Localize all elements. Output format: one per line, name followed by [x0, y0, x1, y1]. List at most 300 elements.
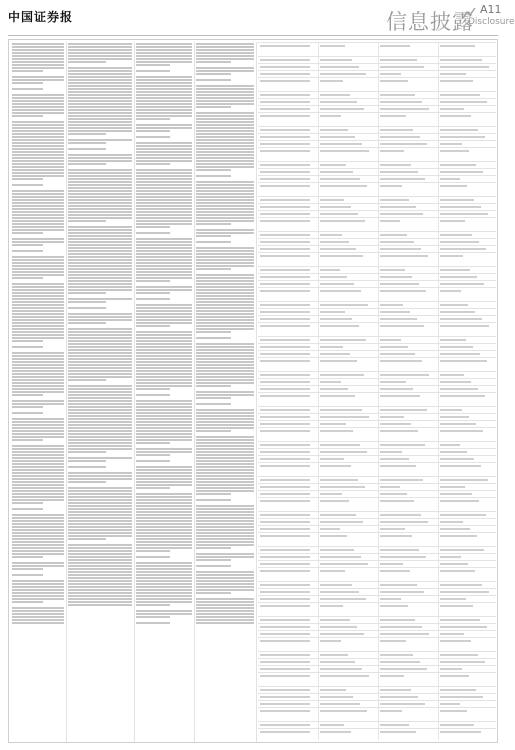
text-line — [136, 448, 192, 450]
table-cell — [380, 591, 424, 593]
text-line — [196, 358, 254, 360]
text-line — [68, 571, 132, 573]
text-line — [12, 283, 64, 285]
text-line — [196, 430, 231, 432]
text-line — [136, 601, 192, 603]
text-line — [68, 391, 132, 393]
table-cell — [440, 549, 484, 551]
text-line — [196, 544, 254, 546]
text-line — [68, 256, 132, 258]
table-cell — [380, 80, 408, 82]
disclosure-tables — [258, 42, 496, 740]
text-line — [12, 97, 64, 99]
text-line — [196, 415, 254, 417]
text-line — [196, 385, 231, 387]
column-divider — [66, 42, 67, 742]
table-cell — [380, 73, 401, 75]
table-cell — [320, 59, 352, 61]
table-cell — [440, 304, 468, 306]
table-cell — [380, 465, 416, 467]
table-cell — [380, 381, 406, 383]
text-line — [12, 133, 64, 135]
text-line — [136, 460, 170, 462]
text-line — [136, 415, 192, 417]
table-cell — [440, 409, 462, 411]
text-line — [196, 424, 254, 426]
text-line — [12, 292, 64, 294]
text-line — [12, 265, 64, 267]
text-line — [136, 361, 192, 363]
text-line — [196, 214, 254, 216]
text-line — [12, 193, 64, 195]
header-rule — [8, 35, 498, 36]
table-cell — [380, 269, 405, 271]
table-cell — [380, 164, 411, 166]
table-cell — [320, 199, 344, 201]
text-line — [68, 397, 132, 399]
table-cell — [440, 598, 466, 600]
text-line — [196, 487, 254, 489]
text-line — [196, 100, 254, 102]
text-line — [12, 112, 64, 114]
text-line — [196, 478, 254, 480]
table-cell — [380, 731, 416, 733]
table-cell — [440, 108, 464, 110]
text-line — [68, 184, 132, 186]
table-cell — [380, 255, 428, 257]
text-line — [196, 262, 254, 264]
table-cell — [440, 430, 483, 432]
table-cell — [440, 59, 482, 61]
table-cell — [440, 283, 484, 285]
text-line — [196, 175, 231, 177]
text-line — [136, 484, 192, 486]
text-line — [12, 403, 64, 405]
text-line — [196, 565, 231, 567]
text-line — [68, 349, 132, 351]
table-cell — [260, 360, 310, 362]
text-line — [12, 538, 64, 540]
text-line — [136, 478, 192, 480]
text-line — [68, 178, 132, 180]
text-line — [12, 331, 64, 333]
table-cell — [260, 290, 310, 292]
text-line — [196, 220, 254, 222]
text-line — [196, 307, 254, 309]
text-column-4 — [196, 42, 254, 742]
text-line — [68, 538, 106, 540]
text-line — [68, 160, 132, 162]
text-line — [12, 361, 64, 363]
table-cell — [380, 675, 404, 677]
text-line — [68, 433, 132, 435]
text-line — [196, 412, 254, 414]
table-cell — [320, 290, 361, 292]
text-line — [196, 589, 254, 591]
table-cell — [260, 94, 310, 96]
table-row — [258, 322, 496, 337]
table-cell — [380, 388, 413, 390]
text-line — [136, 277, 192, 279]
text-line — [136, 70, 170, 72]
text-line — [136, 313, 192, 315]
table-cell — [380, 668, 427, 670]
text-line — [136, 475, 192, 477]
table-cell — [440, 563, 468, 565]
text-line — [196, 217, 254, 219]
text-line — [12, 244, 43, 246]
text-line — [136, 157, 192, 159]
text-line — [68, 421, 132, 423]
text-line — [136, 331, 192, 333]
table-cell — [380, 290, 426, 292]
text-line — [12, 79, 64, 81]
text-line — [136, 238, 192, 240]
table-cell — [260, 311, 310, 313]
table-cell — [260, 129, 310, 131]
text-line — [68, 415, 132, 417]
table-cell — [320, 115, 341, 117]
text-line — [196, 484, 254, 486]
text-line — [136, 241, 192, 243]
text-line — [12, 178, 43, 180]
text-line — [196, 259, 254, 261]
text-line — [196, 247, 254, 249]
text-line — [136, 604, 170, 606]
text-line — [196, 205, 254, 207]
text-line — [136, 148, 192, 150]
text-line — [196, 514, 254, 516]
text-line — [136, 154, 192, 156]
text-line — [136, 508, 192, 510]
table-cell — [440, 528, 470, 530]
text-line — [12, 139, 64, 141]
text-line — [12, 451, 64, 453]
table-cell — [380, 696, 418, 698]
table-row — [258, 112, 496, 127]
table-cell — [320, 591, 359, 593]
text-line — [196, 97, 254, 99]
table-cell — [320, 710, 367, 712]
table-cell — [320, 493, 342, 495]
text-line — [136, 217, 192, 219]
table-row — [258, 392, 496, 407]
text-line — [68, 127, 132, 129]
text-line — [196, 208, 254, 210]
text-line — [12, 55, 64, 57]
table-cell — [260, 248, 310, 250]
table-cell — [320, 451, 367, 453]
text-line — [68, 139, 132, 141]
text-line — [136, 244, 192, 246]
text-line — [68, 487, 132, 489]
text-line — [68, 544, 132, 546]
text-line — [196, 106, 231, 108]
table-cell — [440, 654, 478, 656]
text-line — [68, 535, 132, 537]
text-line — [136, 124, 192, 126]
table-cell — [320, 703, 360, 705]
text-line — [136, 97, 192, 99]
text-line — [196, 319, 254, 321]
text-line — [68, 73, 132, 75]
text-line — [12, 256, 64, 258]
table-cell — [320, 318, 352, 320]
text-line — [68, 490, 132, 492]
table-cell — [380, 45, 410, 47]
text-line — [196, 274, 254, 276]
table-cell — [320, 535, 347, 537]
text-line — [68, 283, 132, 285]
table-cell — [380, 710, 402, 712]
text-line — [196, 379, 254, 381]
table-cell — [380, 206, 416, 208]
text-line — [12, 460, 64, 462]
text-line — [68, 493, 132, 495]
text-line — [12, 355, 64, 357]
table-cell — [440, 584, 482, 586]
text-line — [68, 112, 132, 114]
text-line — [12, 220, 64, 222]
text-line — [12, 421, 64, 423]
text-line — [68, 322, 106, 324]
text-line — [12, 601, 43, 603]
section-title: 信息披露 — [386, 10, 474, 34]
text-line — [68, 445, 132, 447]
text-line — [68, 289, 132, 291]
text-line — [196, 559, 231, 561]
table-cell — [260, 346, 310, 348]
table-cell — [320, 304, 368, 306]
text-line — [136, 106, 192, 108]
text-line — [136, 280, 170, 282]
table-cell — [380, 185, 402, 187]
text-line — [12, 463, 64, 465]
text-line — [68, 292, 106, 294]
text-line — [136, 151, 192, 153]
text-line — [196, 190, 254, 192]
table-cell — [440, 591, 489, 593]
table-cell — [440, 129, 478, 131]
text-line — [12, 478, 64, 480]
table-cell — [440, 178, 460, 180]
table-cell — [260, 528, 310, 530]
text-line — [196, 538, 254, 540]
text-line — [12, 337, 64, 339]
text-line — [196, 88, 254, 90]
table-cell — [380, 395, 420, 397]
table-cell — [260, 710, 310, 712]
text-line — [68, 268, 132, 270]
text-line — [136, 142, 192, 144]
text-line — [196, 280, 254, 282]
text-line — [68, 76, 132, 78]
text-line — [196, 460, 254, 462]
text-line — [196, 310, 254, 312]
text-line — [68, 448, 132, 450]
text-line — [136, 544, 192, 546]
text-line — [136, 565, 192, 567]
text-line — [68, 364, 132, 366]
text-line — [12, 457, 64, 459]
text-line — [12, 352, 64, 354]
page-header — [0, 0, 515, 36]
text-line — [196, 124, 254, 126]
table-cell — [440, 143, 462, 145]
table-cell — [320, 213, 358, 215]
table-cell — [260, 703, 310, 705]
table-cell — [320, 675, 369, 677]
table-cell — [380, 150, 404, 152]
text-line — [136, 307, 192, 309]
table-cell — [440, 325, 489, 327]
text-line — [136, 253, 192, 255]
text-line — [68, 346, 132, 348]
text-line — [136, 439, 192, 441]
text-line — [136, 493, 192, 495]
table-cell — [260, 591, 310, 593]
text-line — [68, 475, 132, 477]
text-line — [68, 559, 132, 561]
text-line — [12, 238, 64, 240]
text-line — [196, 181, 254, 183]
table-cell — [320, 101, 357, 103]
text-line — [12, 616, 64, 618]
column-divider — [256, 42, 257, 742]
table-cell — [440, 66, 489, 68]
text-line — [68, 79, 132, 81]
text-line — [136, 325, 170, 327]
table-cell — [440, 486, 465, 488]
text-line — [68, 61, 106, 63]
text-line — [136, 262, 192, 264]
table-cell — [260, 416, 310, 418]
table-cell — [440, 710, 467, 712]
table-cell — [260, 374, 310, 376]
text-line — [196, 94, 254, 96]
text-line — [136, 586, 192, 588]
text-line — [12, 466, 64, 468]
text-line — [196, 112, 254, 114]
table-cell — [320, 500, 349, 502]
table-cell — [320, 724, 344, 726]
text-line — [136, 175, 192, 177]
text-line — [12, 439, 43, 441]
text-line — [196, 442, 254, 444]
table-cell — [380, 661, 420, 663]
table-cell — [260, 304, 310, 306]
table-cell — [440, 633, 464, 635]
text-line — [136, 226, 170, 228]
text-line — [136, 403, 192, 405]
text-line — [12, 229, 64, 231]
text-line — [196, 598, 254, 600]
table-cell — [380, 276, 412, 278]
text-line — [136, 451, 192, 453]
table-cell — [440, 451, 467, 453]
text-line — [68, 67, 132, 69]
text-line — [12, 493, 64, 495]
text-line — [68, 316, 132, 318]
table-cell — [440, 115, 471, 117]
text-line — [136, 472, 192, 474]
text-line — [136, 334, 192, 336]
text-line — [196, 469, 254, 471]
text-line — [136, 568, 192, 570]
text-line — [68, 319, 132, 321]
text-line — [12, 583, 64, 585]
text-line — [196, 397, 231, 399]
text-line — [68, 457, 132, 459]
text-line — [196, 622, 254, 624]
table-cell — [320, 360, 357, 362]
table-cell — [260, 451, 310, 453]
text-line — [136, 433, 192, 435]
text-line — [68, 208, 132, 210]
text-line — [68, 511, 132, 513]
text-line — [136, 208, 192, 210]
table-cell — [380, 325, 424, 327]
text-line — [196, 283, 254, 285]
text-line — [196, 523, 254, 525]
table-cell — [380, 241, 414, 243]
text-line — [68, 259, 132, 261]
table-cell — [320, 661, 355, 663]
text-line — [196, 418, 254, 420]
table-cell — [320, 248, 356, 250]
text-line — [196, 58, 254, 60]
table-cell — [320, 584, 352, 586]
text-line — [136, 55, 192, 57]
text-line — [12, 160, 64, 162]
table-cell — [260, 731, 310, 733]
table-cell — [440, 675, 469, 677]
table-cell — [260, 150, 310, 152]
text-line — [196, 142, 254, 144]
text-line — [196, 526, 254, 528]
text-line — [136, 376, 192, 378]
text-line — [136, 409, 192, 411]
table-cell — [380, 521, 428, 523]
table-cell — [260, 143, 310, 145]
table-cell — [260, 409, 310, 411]
text-line — [68, 103, 132, 105]
text-line — [136, 265, 192, 267]
table-cell — [380, 360, 422, 362]
text-line — [12, 232, 43, 234]
table-cell — [260, 598, 310, 600]
text-line — [12, 172, 64, 174]
text-line — [68, 385, 132, 387]
text-line — [68, 412, 132, 414]
text-line — [136, 592, 192, 594]
text-line — [196, 295, 254, 297]
text-line — [12, 175, 64, 177]
text-line — [136, 589, 192, 591]
table-cell — [380, 220, 400, 222]
text-line — [68, 148, 106, 150]
text-line — [136, 343, 192, 345]
table-cell — [260, 395, 310, 397]
table-cell — [320, 241, 349, 243]
text-line — [196, 517, 254, 519]
text-line — [12, 502, 43, 504]
text-line — [136, 136, 170, 138]
text-line — [196, 43, 254, 45]
text-line — [196, 535, 254, 537]
text-line — [68, 505, 132, 507]
table-cell — [380, 283, 419, 285]
